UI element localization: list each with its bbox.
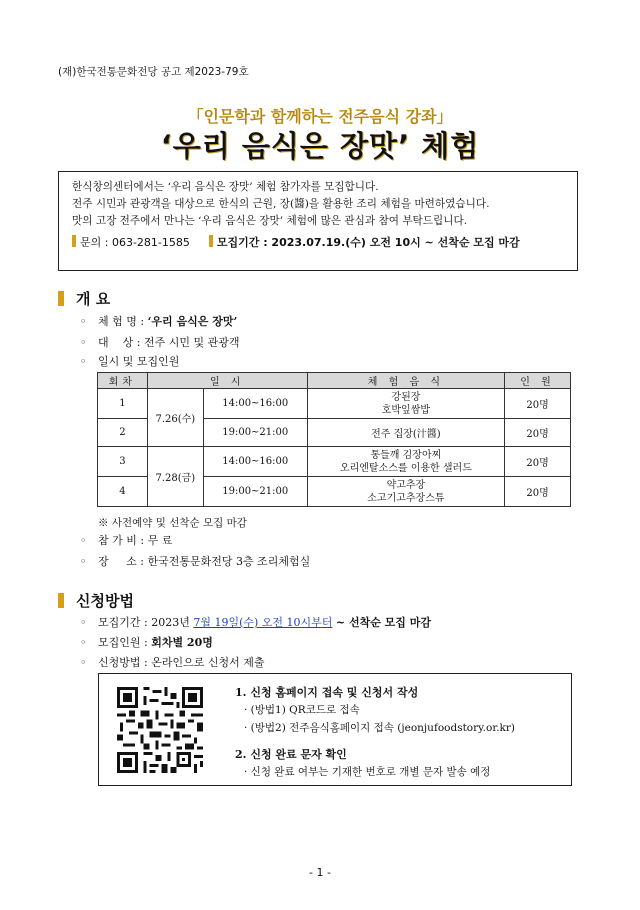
period-text: 모집기간 : 2023.07.19.(수) 오전 10시 ~ 선착순 모집 마감 (216, 236, 520, 249)
apply-step-1-a: · (방법1) QR코드로 접속 (244, 704, 360, 716)
cell-people: 20명 (505, 477, 571, 507)
food-item: 소고기고추장스튜 (367, 492, 445, 504)
page-title: ‘우리 음식은 장맛’ 체험 (160, 129, 480, 163)
program-label: 체 험 명 : (98, 315, 145, 328)
food-item: 호박잎쌈밥 (381, 404, 431, 416)
fee-label: 참 가 비 : (98, 534, 145, 547)
schedule-label: 일시 및 모집인원 (98, 355, 180, 368)
subtitle: ｢인문학과 함께하는 전주음식 강좌｣ (195, 107, 445, 126)
bullet: ◦ (80, 315, 87, 328)
intro-line: 맛의 고장 전주에서 만나는 ‘우리 음식은 장맛’ 체험에 많은 관심과 참여 부탁드립니다. (72, 215, 468, 227)
table-header-row (98, 373, 571, 389)
cell-no: 2 (98, 419, 148, 447)
apply-method-label: 신청방법 : (98, 656, 148, 669)
header-round: 회차 (98, 373, 148, 389)
schedule-table (97, 372, 571, 507)
cell-no: 3 (98, 447, 148, 477)
section-heading-text: 개 요 (76, 290, 111, 308)
apply-method-row (80, 654, 264, 670)
table-row (98, 389, 571, 419)
section-heading-text: 신청방법 (76, 592, 134, 610)
qr-code-icon[interactable] (117, 687, 203, 773)
target-label: 대 상 : (98, 336, 141, 349)
cell-food (307, 477, 504, 507)
bullet: ◦ (80, 616, 87, 629)
accent-bar (72, 235, 76, 247)
cell-people: 20명 (505, 389, 571, 419)
cell-time: 14:00~16:00 (203, 389, 307, 419)
cell-food (307, 389, 504, 419)
bullet: ◦ (80, 636, 87, 649)
header-people: 인 원 (505, 373, 571, 389)
bullet: ◦ (80, 534, 87, 547)
accent-bar (209, 235, 213, 247)
apply-period-year: 2023년 (151, 616, 190, 629)
table-note: ※ 사전예약 및 선착순 모집 마감 (98, 517, 247, 529)
header-datetime: 일 시 (147, 373, 307, 389)
cell-date: 7.28(금) (147, 447, 203, 507)
apply-period-label: 모집기간 : (98, 616, 148, 629)
food-item: 통들깨 김장아찌 (370, 449, 442, 461)
cell-no: 1 (98, 389, 148, 419)
section-marker (58, 593, 64, 608)
apply-method-value: 온라인으로 신청서 제출 (151, 656, 265, 669)
apply-step-2: 2. 신청 완료 문자 확인 (235, 748, 347, 761)
apply-period-start: 7월 19일(수) 오전 10시부터 (193, 616, 333, 629)
header-food: 체 험 음 식 (307, 373, 504, 389)
place-value: 한국전통문화전당 3층 조리체험실 (147, 555, 311, 568)
program-row (80, 313, 237, 329)
section-heading-apply (58, 590, 134, 611)
food-item: 전주 집장(汁醬) (371, 429, 441, 440)
cell-date: 7.26(수) (147, 389, 203, 447)
page-number: - 1 - (309, 866, 331, 879)
place-label: 장 소 : (98, 555, 144, 568)
bullet: ◦ (80, 355, 87, 368)
apply-period-row (80, 614, 431, 630)
cell-people: 20명 (505, 419, 571, 447)
food-item: 강된장 (391, 391, 421, 403)
food-item: 오리엔탈소스를 이용한 샐러드 (339, 462, 472, 474)
cell-time: 19:00~21:00 (203, 477, 307, 507)
contact-row (72, 234, 565, 251)
cell-no: 4 (98, 477, 148, 507)
cell-food (307, 419, 504, 447)
schedule-row (80, 353, 179, 369)
bullet: ◦ (80, 656, 87, 669)
cell-people: 20명 (505, 447, 571, 477)
apply-step-1: 1. 신청 홈페이지 접속 및 신청서 작성 (235, 686, 419, 699)
notice-number: (재)한국전통문화전당 공고 제2023-79호 (58, 66, 249, 78)
place-row (80, 553, 310, 569)
fee-row (80, 532, 172, 548)
apply-people-row (80, 634, 213, 650)
program-value: ‘우리 음식은 장맛’ (147, 315, 238, 328)
intro-box (58, 171, 578, 271)
section-heading-overview (58, 288, 110, 309)
target-row (80, 334, 239, 350)
apply-step-2-a: · 신청 완료 여부는 기재한 번호로 개별 문자 발송 예정 (244, 766, 491, 778)
fee-value: 무 료 (147, 534, 173, 547)
food-item: 약고추장 (386, 479, 426, 491)
cell-food (307, 447, 504, 477)
apply-people-label: 모집인원 : (98, 636, 148, 649)
section-marker (58, 291, 64, 306)
bullet: ◦ (80, 555, 87, 568)
cell-time: 14:00~16:00 (203, 447, 307, 477)
apply-step-1-b: · (방법2) 전주음식홈페이지 접속 (jeonjufoodstory.or.kr) (244, 722, 516, 734)
cell-time: 19:00~21:00 (203, 419, 307, 447)
target-value: 전주 시민 및 관광객 (143, 336, 240, 349)
contact-text: 문의 : 063-281-1585 (80, 236, 190, 249)
table-row (98, 447, 571, 477)
intro-line: 전주 시민과 관광객을 대상으로 한식의 근원, 장(醬)을 활용한 조리 체험을 마련하였습니다. (72, 198, 490, 210)
intro-line: 한식창의센터에서는 ‘우리 음식은 장맛’ 체험 참가자를 모집합니다. (72, 181, 379, 193)
bullet: ◦ (80, 336, 87, 349)
apply-people-value: 회차별 20명 (151, 636, 213, 649)
apply-period-tail: ~ 선착순 모집 마감 (335, 616, 432, 629)
